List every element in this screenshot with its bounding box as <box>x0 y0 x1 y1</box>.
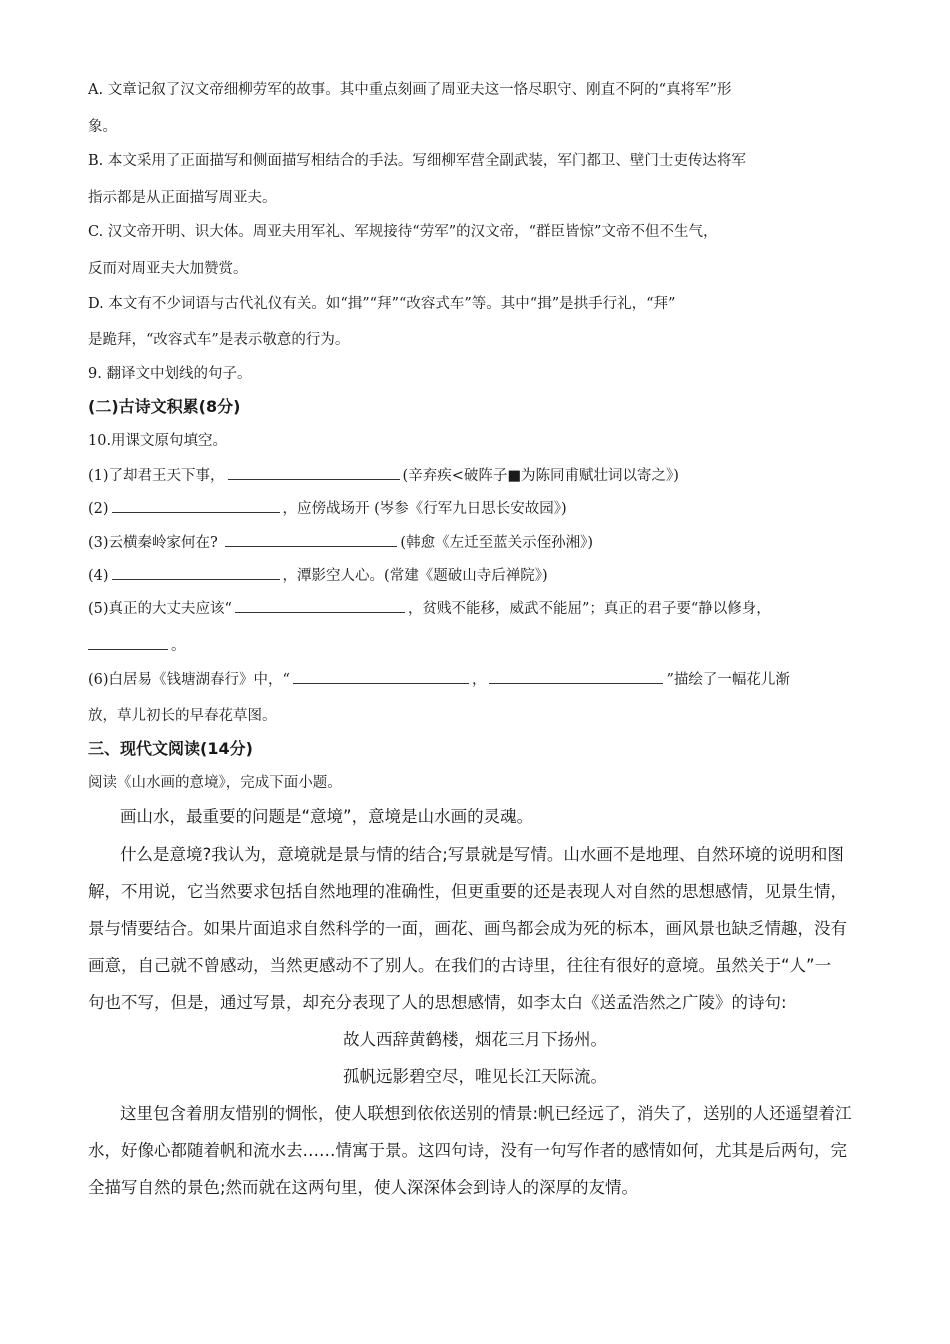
fill-item-1 <box>88 465 679 486</box>
poem-line-1: 故人西辞黄鹤楼，烟花三月下扬州。 <box>343 1030 607 1049</box>
answer-blank-6b[interactable] <box>489 669 663 684</box>
option-c-line2: 反而对周亚夫大加赞赏。 <box>88 261 248 277</box>
answer-blank-5a[interactable] <box>235 598 405 613</box>
fill-item-2-prefix: (2) <box>88 501 109 517</box>
fill-item-6-middle: ， <box>471 672 487 688</box>
fill-item-3-prefix: (3)云横秦岭家何在? <box>88 535 223 551</box>
fill-item-5-middle: ，贫贱不能移，威武不能屈”；真正的君子要“静以修身， <box>407 601 771 617</box>
option-d-line1: D. 本文有不少词语与古代礼仪有关。如“揖”“拜”“改容式车”等。其中“揖”是拱手行礼，“拜” <box>88 296 676 312</box>
option-a-line2: 象。 <box>88 119 117 135</box>
passage-p2-line1: 什么是意境?我认为，意境就是景与情的结合;写景就是写情。山水画不是地理、自然环境的说明和图 <box>120 845 844 864</box>
fill-item-1-prefix: (1)了却君王天下事， <box>88 468 225 484</box>
option-b-line1: B. 本文采用了正面描写和侧面描写相结合的手法。写细柳军营全副武装，军门都卫、壁门士吏传达将军 <box>88 153 746 169</box>
answer-blank-2[interactable] <box>112 498 280 513</box>
passage-p2-line3: 景与情要结合。如果片面追求自然科学的一面，画花、画鸟都会成为死的标本，画风景也缺乏情趣，没有 <box>88 919 847 938</box>
fill-item-4-source: ，潭影空人心。(常建《题破山寺后禅院》) <box>282 568 548 584</box>
fill-item-5-end: 。 <box>171 638 186 654</box>
option-b-line2: 指示都是从正面描写周亚夫。 <box>88 190 277 206</box>
fill-item-4-prefix: (4) <box>88 568 109 584</box>
option-c-line1: C. 汉文帝开明、识大体。周亚夫用军礼、军规接待“劳军”的汉文帝，“群臣皆惊”文帝不但不生气， <box>88 224 718 240</box>
answer-blank-5b[interactable] <box>88 635 168 650</box>
fill-item-6-prefix: (6)白居易《钱塘湖春行》中，“ <box>88 672 290 688</box>
fill-item-3-source: (韩愈《左迁至蓝关示侄孙湘》) <box>400 535 593 551</box>
fill-item-6-suffix: ”描绘了一幅花儿渐 <box>666 672 790 688</box>
answer-blank-4[interactable] <box>112 565 280 580</box>
fill-item-4 <box>88 565 548 586</box>
fill-item-2 <box>88 498 567 519</box>
poem-line-2: 孤帆远影碧空尽，唯见长江天际流。 <box>343 1067 607 1086</box>
passage-p2-line4: 画意，自己就不曾感动，当然更感动不了别人。在我们的古诗里，往往有很好的意境。虽然关于“人”一 <box>88 956 832 975</box>
answer-blank-1[interactable] <box>228 465 400 480</box>
passage-p3-line2: 水，好像心都随着帆和流水去……情寓于景。这四句诗，没有一句写作者的感情如何，尤其是后两句，完 <box>88 1141 847 1160</box>
passage-paragraph-1: 画山水，最重要的问题是“意境”，意境是山水画的灵魂。 <box>120 807 534 826</box>
fill-item-5-line2 <box>88 635 186 656</box>
fill-item-6-line2: 放，草儿初长的早春花草图。 <box>88 708 277 724</box>
passage-p3-line1: 这里包含着朋友惜别的惆怅，使人联想到依依送别的情景:帆已经远了，消失了，送别的人还遥望着江 <box>120 1104 852 1123</box>
passage-p3-line3: 全描写自然的景色;然而就在这两句里，使人深深体会到诗人的深厚的友情。 <box>88 1178 639 1197</box>
fill-item-3 <box>88 532 593 553</box>
passage-p2-line2: 解，不用说，它当然要求包括自然地理的准确性，但更重要的还是表现人对自然的思想感情，见景生情， <box>88 882 847 901</box>
option-a-line1: A. 文章记叙了汉文帝细柳劳军的故事。其中重点刻画了周亚夫这一恪尽职守、刚直不阿的“真将军”形 <box>88 82 732 98</box>
question-10: 10.用课文原句填空。 <box>88 433 228 449</box>
fill-item-2-source: ，应傍战场开 (岑参《行军九日思长安故园》) <box>282 501 567 517</box>
section-2-title: (二)古诗文积累(8分) <box>88 397 241 416</box>
fill-item-5 <box>88 598 771 619</box>
reading-intro: 阅读《山水画的意境》，完成下面小题。 <box>88 775 342 791</box>
fill-item-1-source: (辛弃疾<破阵子■为陈同甫赋壮词以寄之》) <box>402 468 679 484</box>
passage-p2-line5: 句也不写，但是，通过写景，却充分表现了人的思想感情，如李太白《送孟浩然之广陵》的诗句: <box>88 993 787 1012</box>
option-d-line2: 是跪拜，“改容式车”是表示敬意的行为。 <box>88 332 350 348</box>
section-3-title: 三、现代文阅读(14分) <box>88 739 253 758</box>
answer-blank-3[interactable] <box>225 532 397 547</box>
answer-blank-6a[interactable] <box>293 669 469 684</box>
question-9: 9. 翻译文中划线的句子。 <box>88 366 252 382</box>
fill-item-5-prefix: (5)真正的大丈夫应该“ <box>88 601 232 617</box>
fill-item-6 <box>88 669 790 690</box>
